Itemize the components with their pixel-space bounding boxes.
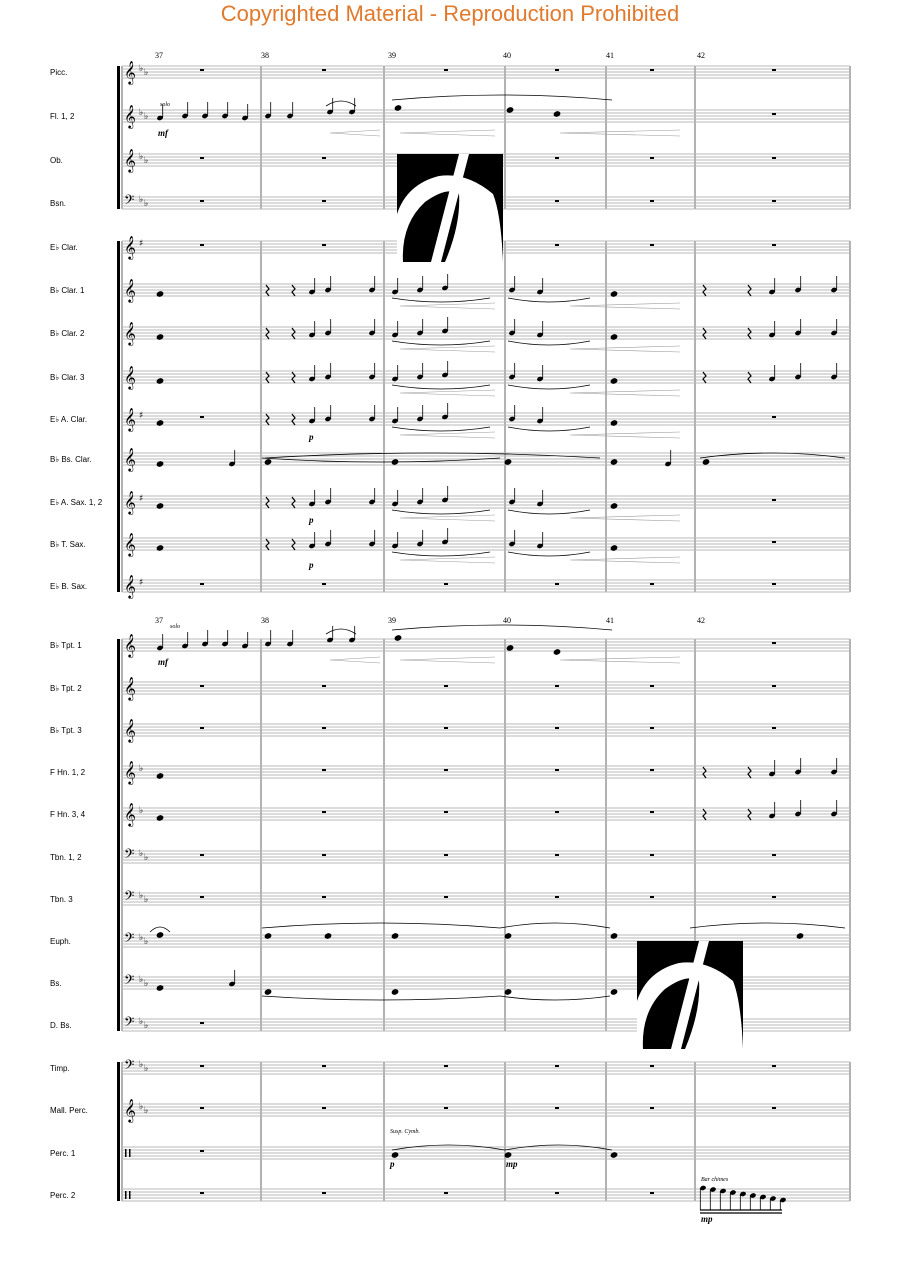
instrument-label: Bsn.	[50, 199, 67, 208]
staff	[122, 447, 850, 472]
slur	[508, 341, 590, 345]
whole-rest	[650, 1065, 654, 1067]
bass-clef-icon: 𝄢	[124, 930, 135, 949]
whole-rest	[772, 1107, 776, 1109]
publisher-logo-icon	[397, 154, 503, 262]
measure-number: 37	[155, 51, 163, 60]
instrument-label: Fl. 1, 2	[50, 112, 75, 121]
slur	[392, 552, 490, 556]
whole-rest	[555, 685, 559, 687]
whole-rest	[444, 769, 448, 771]
flat-icon: ♭	[144, 156, 149, 166]
measure-number: 41	[606, 616, 614, 625]
whole-rest	[200, 896, 204, 898]
whole-rest	[322, 896, 326, 898]
system-bracket	[117, 639, 120, 1031]
treble-clef-icon: 𝄞	[124, 676, 136, 700]
measure-number: 40	[503, 51, 511, 60]
sharp-icon: ♯	[139, 494, 144, 504]
hairpin	[330, 657, 380, 663]
instrument-label: B♭ Clar. 1	[50, 286, 85, 295]
slur	[508, 510, 590, 514]
whole-rest	[650, 1107, 654, 1109]
whole-rest	[555, 583, 559, 585]
whole-rest	[322, 157, 326, 159]
sax-dynamic: p	[309, 515, 314, 525]
flat-icon: ♭	[144, 853, 149, 863]
instrument-label: Timp.	[50, 1064, 70, 1073]
treble-clef-icon: 𝄞	[124, 718, 136, 742]
whole-rest	[322, 727, 326, 729]
whole-rest	[200, 244, 204, 246]
staff	[122, 1147, 850, 1159]
system-bracket	[117, 1062, 120, 1201]
whole-rest	[650, 769, 654, 771]
instrument-label: E♭ A. Clar.	[50, 415, 88, 424]
note-head	[506, 107, 513, 113]
flat-icon: ♭	[139, 64, 144, 74]
hairpin	[400, 130, 495, 136]
slur	[326, 629, 356, 634]
note-head	[394, 635, 401, 641]
whole-rest	[555, 200, 559, 202]
whole-rest	[555, 69, 559, 71]
whole-rest	[772, 69, 776, 71]
treble-clef-icon: 𝄞	[124, 490, 136, 514]
perc1-dynamic-a: p	[390, 1159, 395, 1169]
whole-rest	[444, 685, 448, 687]
whole-rest	[555, 244, 559, 246]
whole-rest	[650, 685, 654, 687]
instrument-label: E♭ Clar.	[50, 243, 78, 252]
slur	[690, 923, 845, 928]
treble-clef-icon: 𝄞	[124, 104, 136, 128]
whole-rest	[200, 416, 204, 418]
instrument-label: Picc.	[50, 68, 68, 77]
whole-rest	[555, 769, 559, 771]
whole-rest	[322, 685, 326, 687]
whole-rest	[772, 1065, 776, 1067]
slur	[392, 298, 490, 302]
note-head	[702, 459, 709, 465]
clar-dynamic: p	[309, 432, 314, 442]
flat-icon: ♭	[139, 806, 144, 816]
whole-rest	[444, 583, 448, 585]
slur	[392, 341, 490, 345]
treble-clef-icon: 𝄞	[124, 532, 136, 556]
hairpin	[330, 130, 380, 136]
staff	[122, 888, 850, 907]
whole-rest	[322, 854, 326, 856]
treble-clef-icon: 𝄞	[124, 447, 136, 471]
flat-icon: ♭	[139, 764, 144, 774]
bass-clef-icon: 𝄢	[124, 846, 135, 865]
tsax-dynamic: p	[309, 560, 314, 570]
flat-icon: ♭	[139, 891, 144, 901]
staff	[122, 846, 850, 865]
slur	[262, 996, 500, 1000]
whole-rest	[200, 1192, 204, 1194]
hairpin	[400, 515, 495, 521]
staff	[122, 407, 850, 432]
whole-rest	[555, 727, 559, 729]
whole-rest	[650, 244, 654, 246]
staff	[122, 1098, 850, 1123]
whole-rest	[772, 541, 776, 543]
measure-number: 40	[503, 616, 511, 625]
whole-rest	[555, 157, 559, 159]
whole-rest	[772, 583, 776, 585]
note-head	[610, 989, 617, 995]
whole-rest	[322, 200, 326, 202]
instrument-label: Bs.	[50, 979, 62, 988]
whole-rest	[444, 1192, 448, 1194]
whole-rest	[444, 1065, 448, 1067]
whole-rest	[650, 583, 654, 585]
treble-clef-icon: 𝄞	[124, 235, 136, 259]
whole-rest	[650, 157, 654, 159]
flat-icon: ♭	[139, 108, 144, 118]
note-head	[391, 459, 398, 465]
note-head	[264, 989, 271, 995]
staff	[122, 718, 850, 743]
whole-rest	[200, 200, 204, 202]
instrument-label: B♭ T. Sax.	[50, 540, 86, 549]
instrument-label: Tbn. 3	[50, 895, 73, 904]
whole-rest	[444, 896, 448, 898]
slur	[508, 385, 590, 389]
instrument-label: B♭ Tpt. 1	[50, 641, 82, 650]
whole-rest	[772, 642, 776, 644]
whole-rest	[322, 69, 326, 71]
instrument-label: Perc. 1	[50, 1149, 76, 1158]
slur	[392, 510, 490, 514]
tpt-dynamic: mf	[158, 657, 168, 667]
slur	[326, 101, 356, 106]
instrument-labels	[50, 68, 103, 1200]
whole-rest	[772, 727, 776, 729]
flat-icon: ♭	[139, 849, 144, 859]
flat-icon: ♭	[139, 975, 144, 985]
staff	[122, 532, 850, 557]
sharp-icon: ♯	[139, 411, 144, 421]
treble-clef-icon: 𝄞	[124, 407, 136, 431]
bass-clef-icon: 𝄢	[124, 1014, 135, 1033]
staff	[122, 490, 850, 515]
whole-rest	[322, 811, 326, 813]
whole-rest	[322, 769, 326, 771]
bass-clef-icon: 𝄢	[124, 888, 135, 907]
staff	[122, 676, 850, 701]
flat-icon: ♭	[139, 1060, 144, 1070]
whole-rest	[322, 1192, 326, 1194]
flat-icon: ♭	[144, 112, 149, 122]
measure-number: 38	[261, 51, 269, 60]
instrument-label: B♭ Tpt. 2	[50, 684, 82, 693]
staff	[122, 104, 850, 129]
whole-rest	[772, 200, 776, 202]
whole-rest	[322, 244, 326, 246]
note-head	[553, 649, 560, 655]
measure-number: 39	[388, 51, 396, 60]
whole-rest	[444, 854, 448, 856]
whole-rest	[772, 499, 776, 501]
slur	[392, 95, 612, 100]
slur	[508, 298, 590, 302]
staff	[122, 760, 850, 785]
flat-icon: ♭	[144, 979, 149, 989]
whole-rest	[444, 69, 448, 71]
measure-number: 42	[697, 616, 705, 625]
flat-icon: ♭	[144, 895, 149, 905]
whole-rest	[650, 854, 654, 856]
note-head	[156, 932, 163, 938]
treble-clef-icon: 𝄞	[124, 633, 136, 657]
whole-rest	[200, 1022, 204, 1024]
bass-clef-icon: 𝄢	[124, 972, 135, 991]
measure-number: 39	[388, 616, 396, 625]
staff	[122, 1057, 850, 1076]
whole-rest	[200, 685, 204, 687]
tpt-solo-text: solo	[170, 624, 181, 630]
whole-rest	[650, 811, 654, 813]
whole-rest	[772, 685, 776, 687]
sharp-icon: ♯	[139, 578, 144, 588]
hairpin	[400, 557, 495, 563]
treble-clef-icon: 𝄞	[124, 321, 136, 345]
bass-clef-icon: 𝄢	[124, 192, 135, 211]
treble-clef-icon: 𝄞	[124, 148, 136, 172]
whole-rest	[650, 896, 654, 898]
slur	[150, 927, 170, 932]
whole-rest	[772, 896, 776, 898]
whole-rest	[555, 896, 559, 898]
measure-numbers	[155, 51, 705, 625]
whole-rest	[200, 157, 204, 159]
whole-rest	[200, 854, 204, 856]
instrument-label: E♭ A. Sax. 1, 2	[50, 498, 103, 507]
hairpin	[560, 657, 680, 663]
measure-number: 37	[155, 616, 163, 625]
note-head	[264, 459, 271, 465]
whole-rest	[200, 1107, 204, 1109]
hairpin	[570, 303, 680, 309]
staff	[122, 365, 850, 390]
instrument-label: D. Bs.	[50, 1021, 72, 1030]
flat-icon: ♭	[144, 199, 149, 209]
staff	[122, 574, 850, 599]
instrument-label: F Hn. 3, 4	[50, 810, 86, 819]
hairpin	[400, 303, 495, 309]
flat-icon: ♭	[144, 1021, 149, 1031]
staff	[122, 321, 850, 346]
whole-rest	[555, 1065, 559, 1067]
flat-icon: ♭	[139, 1102, 144, 1112]
hairpin	[400, 346, 495, 352]
whole-rest	[200, 1150, 204, 1152]
treble-clef-icon: 𝄞	[124, 60, 136, 84]
whole-rest	[772, 244, 776, 246]
copyright-watermark: Copyrighted Material - Reproduction Prohibited	[220, 1, 680, 26]
whole-rest	[555, 1192, 559, 1194]
flat-icon: ♭	[144, 1064, 149, 1074]
staff	[122, 633, 850, 658]
treble-clef-icon: 𝄞	[124, 760, 136, 784]
whole-rest	[772, 854, 776, 856]
whole-rest	[555, 811, 559, 813]
instrument-label: Tbn. 1, 2	[50, 853, 82, 862]
note-head	[391, 989, 398, 995]
whole-rest	[772, 416, 776, 418]
hairpin	[400, 390, 495, 396]
whole-rest	[200, 727, 204, 729]
instrument-label: B♭ Clar. 3	[50, 373, 85, 382]
slur	[500, 923, 610, 928]
slur	[262, 923, 500, 928]
instrument-label: Perc. 2	[50, 1191, 76, 1200]
whole-rest	[772, 157, 776, 159]
whole-rest	[444, 727, 448, 729]
staff	[122, 60, 850, 85]
slur	[508, 552, 590, 556]
hairpin	[400, 657, 495, 663]
instrument-label: Ob.	[50, 156, 63, 165]
sharp-icon: ♯	[139, 239, 144, 249]
flat-icon: ♭	[139, 1017, 144, 1027]
treble-clef-icon: 𝄞	[124, 278, 136, 302]
flat-icon: ♭	[139, 152, 144, 162]
staff	[122, 802, 850, 827]
perc2-dynamic: mp	[701, 1214, 713, 1224]
note-head	[610, 459, 617, 465]
whole-rest	[444, 811, 448, 813]
whole-rest	[772, 113, 776, 115]
measure-number: 41	[606, 51, 614, 60]
treble-clef-icon: 𝄞	[124, 365, 136, 389]
slur	[392, 385, 490, 389]
slur	[392, 625, 612, 630]
instrument-label: B♭ Bs. Clar.	[50, 455, 92, 464]
whole-rest	[322, 1107, 326, 1109]
flat-icon: ♭	[144, 1106, 149, 1116]
system-bracket	[117, 241, 120, 592]
flat-icon: ♭	[144, 68, 149, 78]
whole-rest	[444, 1107, 448, 1109]
instrument-label: E♭ B. Sax.	[50, 582, 88, 591]
flat-icon: ♭	[139, 933, 144, 943]
whole-rest	[200, 583, 204, 585]
measure-number: 38	[261, 616, 269, 625]
fl-solo-text: solo	[160, 102, 171, 108]
whole-rest	[200, 1065, 204, 1067]
slur	[508, 427, 590, 431]
treble-clef-icon: 𝄞	[124, 1098, 136, 1122]
slur	[392, 427, 490, 431]
susp-cymb-text: Susp. Cymb.	[390, 1129, 420, 1135]
hairpin	[560, 130, 680, 136]
treble-clef-icon: 𝄞	[124, 574, 136, 598]
hairpin	[570, 390, 680, 396]
whole-rest	[650, 200, 654, 202]
hairpin	[570, 346, 680, 352]
whole-rest	[555, 1107, 559, 1109]
whole-rest	[650, 727, 654, 729]
whole-rest	[650, 1192, 654, 1194]
instrument-label: B♭ Tpt. 3	[50, 726, 82, 735]
whole-rest	[322, 1065, 326, 1067]
hairpin	[400, 432, 495, 438]
score-annotations	[158, 102, 729, 1224]
system-bracket	[117, 66, 120, 209]
flat-icon: ♭	[144, 937, 149, 947]
fl-dynamic: mf	[158, 128, 168, 138]
whole-rest	[200, 69, 204, 71]
instrument-label: F Hn. 1, 2	[50, 768, 86, 777]
whole-rest	[555, 854, 559, 856]
flat-icon: ♭	[139, 195, 144, 205]
instrument-label: B♭ Clar. 2	[50, 329, 85, 338]
hairpin	[570, 557, 680, 563]
instrument-label: Mall. Perc.	[50, 1106, 88, 1115]
instrument-label: Euph.	[50, 937, 71, 946]
slur	[500, 996, 610, 1000]
perc1-dynamic-b: mp	[506, 1159, 518, 1169]
publisher-logo-icon	[637, 941, 743, 1049]
hairpin	[570, 432, 680, 438]
measure-number: 42	[697, 51, 705, 60]
bar-chimes-text: Bar chimes	[701, 1177, 729, 1183]
whole-rest	[322, 583, 326, 585]
whole-rest	[650, 69, 654, 71]
staff	[122, 278, 850, 303]
bass-clef-icon: 𝄢	[124, 1057, 135, 1076]
treble-clef-icon: 𝄞	[124, 802, 136, 826]
hairpin	[570, 515, 680, 521]
note-head	[506, 645, 513, 651]
